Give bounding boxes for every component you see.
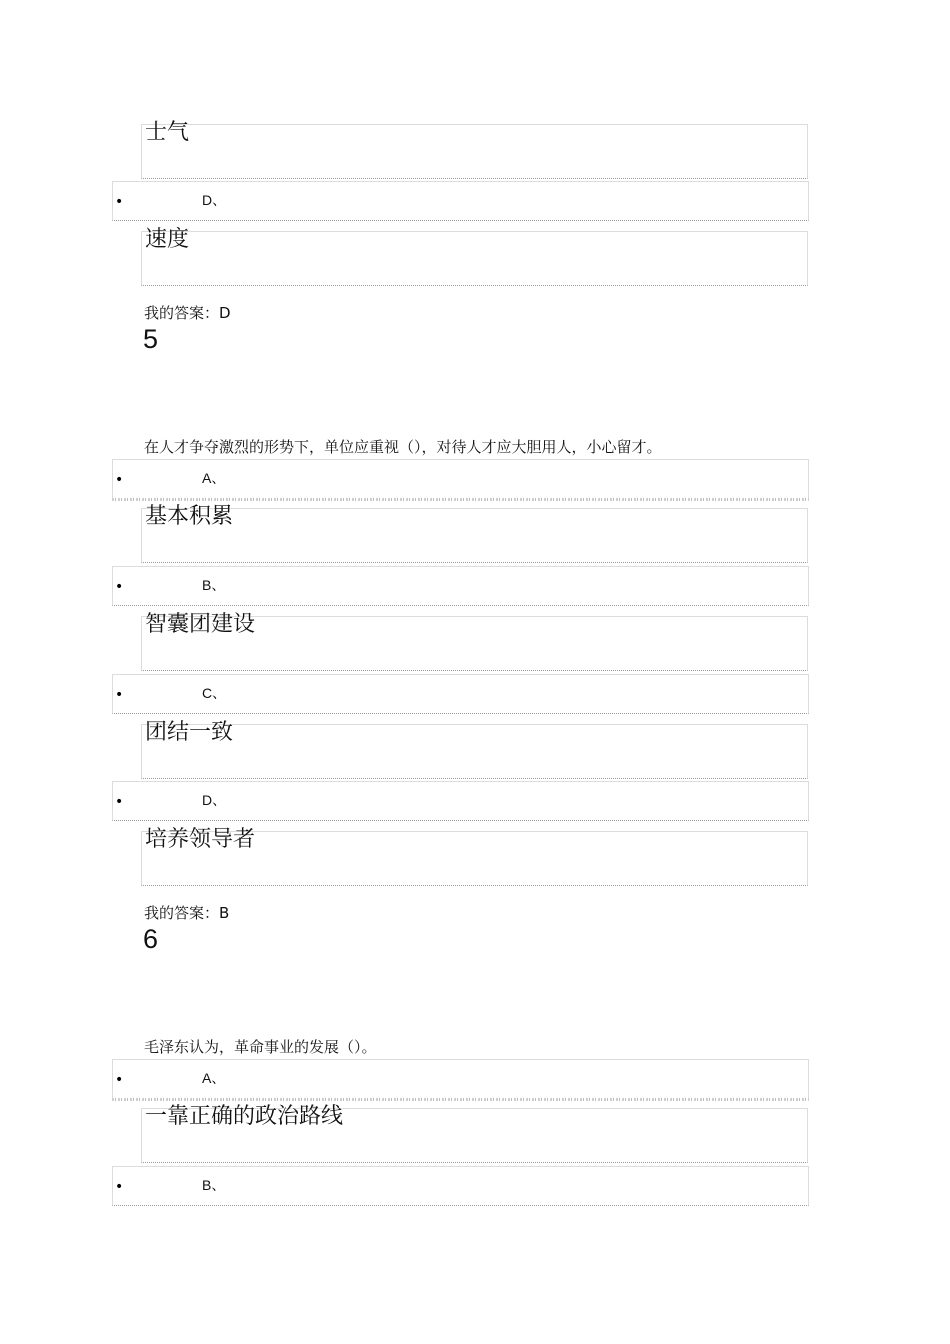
- bullet-icon: •: [115, 687, 124, 703]
- bullet-icon: •: [115, 1179, 124, 1195]
- option-text-box: [141, 227, 808, 286]
- bullet-icon: •: [115, 794, 124, 810]
- option-label: D、: [202, 192, 227, 208]
- option-text: 智囊团建设: [145, 612, 256, 637]
- option-row-a[interactable]: [112, 1059, 809, 1099]
- option-row-b[interactable]: [112, 1166, 809, 1206]
- option-text: 培养领导者: [145, 827, 256, 852]
- option-text-box: [141, 504, 808, 563]
- option-row-d[interactable]: [112, 781, 809, 821]
- option-text-box: [141, 612, 808, 671]
- option-text: 基本积累: [145, 504, 234, 529]
- option-label: C、: [202, 685, 227, 701]
- option-text: 一靠正确的政治路线: [145, 1104, 344, 1129]
- option-text-box: [141, 720, 808, 779]
- separator-line: [112, 1098, 809, 1101]
- option-label: D、: [202, 792, 227, 808]
- option-text: 速度: [145, 227, 190, 252]
- bullet-icon: •: [115, 472, 124, 488]
- option-row-c[interactable]: [112, 674, 809, 714]
- separator-line: [112, 498, 809, 501]
- my-answer: 我的答案：D: [144, 304, 231, 322]
- option-label: B、: [202, 1177, 226, 1193]
- bullet-icon: •: [115, 194, 124, 210]
- bullet-icon: •: [115, 1072, 124, 1088]
- option-label: B、: [202, 577, 226, 593]
- option-text-box: [141, 1104, 808, 1163]
- question-number: 6: [143, 924, 159, 954]
- bullet-icon: •: [115, 579, 124, 595]
- option-row-d[interactable]: [112, 181, 809, 221]
- question-text: 毛泽东认为，革命事业的发展（）。: [144, 1038, 377, 1056]
- option-row-b[interactable]: [112, 566, 809, 606]
- option-text-box: [141, 827, 808, 886]
- option-text-box: [141, 120, 808, 179]
- option-label: A、: [202, 1070, 226, 1086]
- question-number: 5: [143, 324, 159, 354]
- option-text: 团结一致: [145, 720, 234, 745]
- option-text: 士气: [145, 120, 190, 145]
- my-answer: 我的答案：B: [144, 904, 230, 922]
- option-label: A、: [202, 470, 226, 486]
- option-row-a[interactable]: [112, 459, 809, 499]
- question-text: 在人才争夺激烈的形势下，单位应重视（），对待人才应大胆用人，小心留才。: [144, 438, 662, 456]
